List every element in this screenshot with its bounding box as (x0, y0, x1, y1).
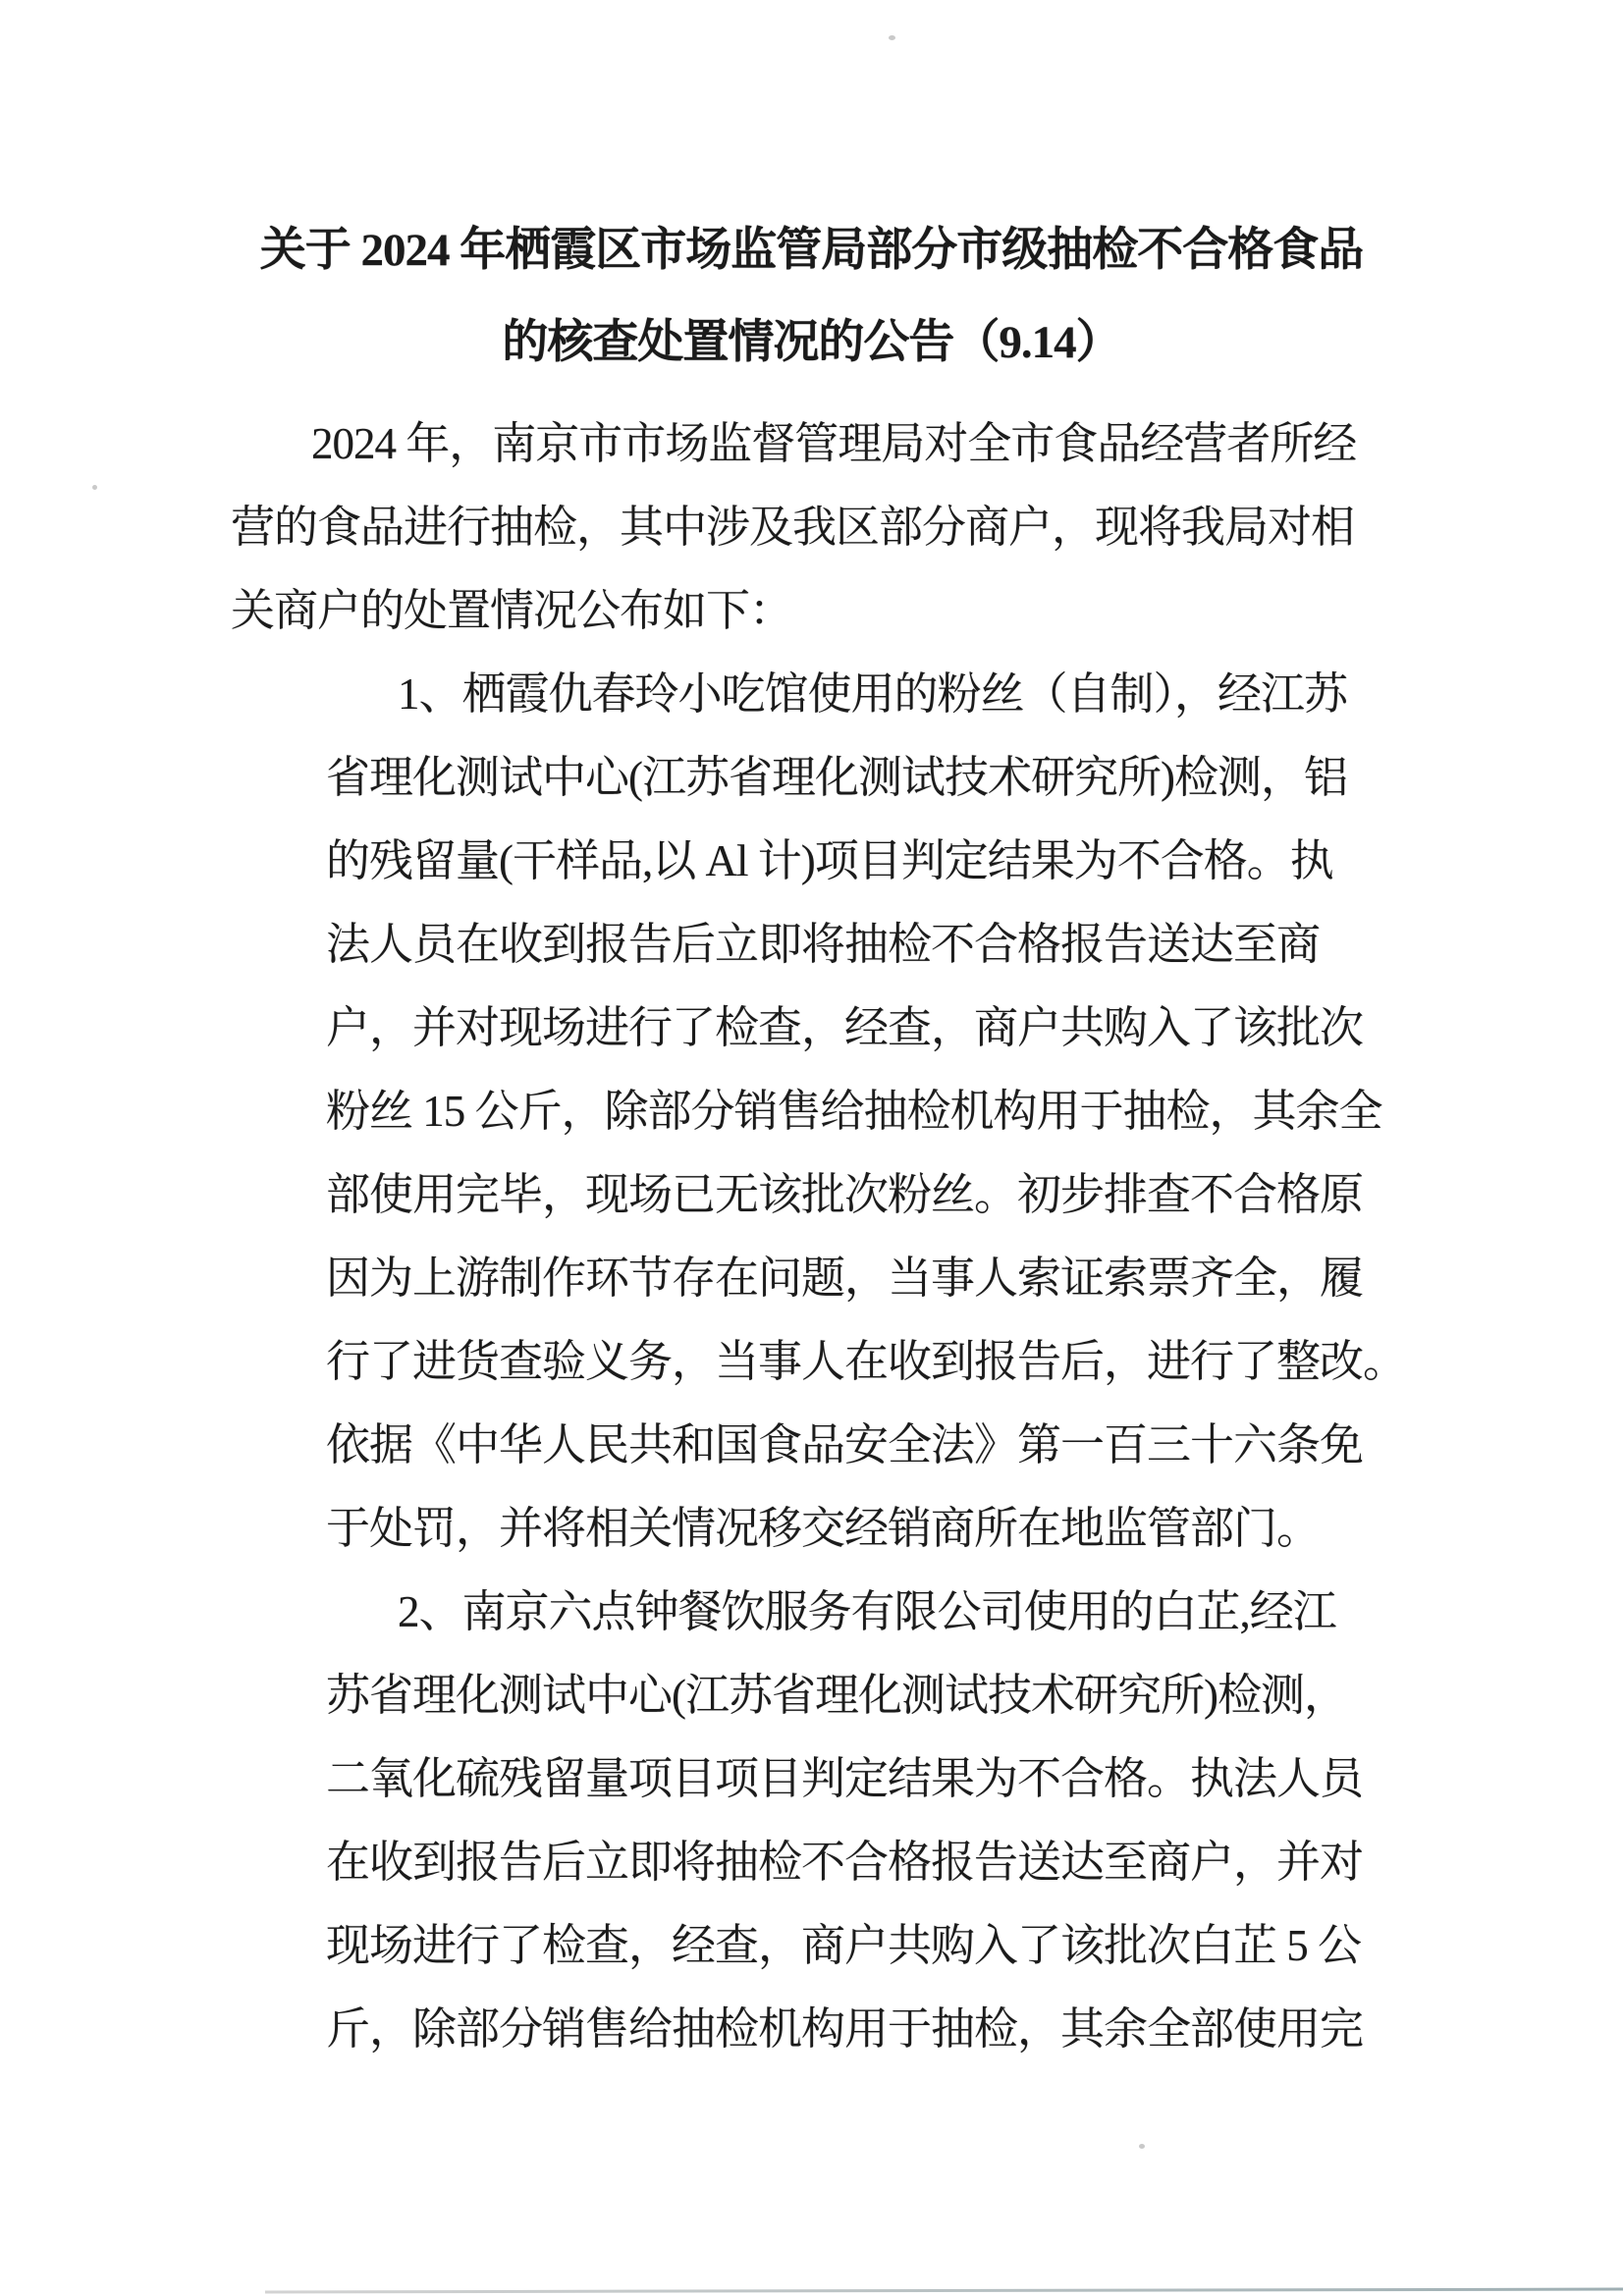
text-line: 苏省理化测试中心(江苏省理化测试技术研究所)检测， (326, 1671, 1347, 1720)
text-line: 部使用完毕，现场已无该批次粉丝。初步排查不合格原 (326, 1170, 1364, 1219)
text-line: 的残留量(干样品,以 Al 计)项目判定结果为不合格。执 (326, 836, 1333, 885)
text-line: 斤，除部分销售给抽检机构用于抽检，其余全部使用完 (326, 2004, 1364, 2054)
scan-bottom-edge-artifact (265, 2288, 1623, 2294)
text-line: 依据《中华人民共和国食品安全法》第一百三十六条免 (326, 1420, 1364, 1469)
text-line: 行了进货查验义务，当事人在收到报告后，进行了整改。 (326, 1337, 1407, 1386)
text-line: 现场进行了检查，经查，商户共购入了该批次白芷 5 公 (326, 1921, 1362, 1970)
text-line: 省理化测试中心(江苏省理化测试技术研究所)检测，铝 (326, 753, 1347, 802)
text-line: 关商户的处置情况公布如下： (231, 586, 793, 635)
text-line: 于处罚，并将相关情况移交经销商所在地监管部门。 (326, 1504, 1321, 1553)
text-line: 户，并对现场进行了检查，经查，商户共购入了该批次 (326, 1003, 1364, 1052)
text-line: 因为上游制作环节存在问题，当事人索证索票齐全，履 (326, 1254, 1364, 1303)
text-line: 粉丝 15 公斤，除部分销售给抽检机构用于抽检，其余全 (326, 1087, 1382, 1136)
title-line-1: 关于 2024 年栖霞区市场监管局部分市级抽检不合格食品 (259, 225, 1364, 276)
text-line: 在收到报告后立即将抽检不合格报告送达至商户，并对 (326, 1838, 1364, 1887)
scan-speck (92, 485, 97, 490)
text-line: 2、南京六点钟餐饮服务有限公司使用的白芷,经江 (398, 1587, 1336, 1636)
title-line-2: 的核查处置情况的公告（9.14） (502, 317, 1121, 368)
text-line: 营的食品进行抽检，其中涉及我区部分商户，现将我局对相 (231, 503, 1355, 552)
scan-speck (1139, 2144, 1145, 2149)
text-line: 法人员在收到报告后立即将抽检不合格报告送达至商 (326, 920, 1321, 969)
document-title (0, 204, 1623, 389)
scan-speck (889, 35, 895, 40)
text-line: 2024 年，南京市市场监督管理局对全市食品经营者所经 (311, 419, 1357, 468)
text-line: 二氧化硫残留量项目项目判定结果为不合格。执法人员 (326, 1754, 1364, 1803)
text-line: 1、栖霞仇春玲小吃馆使用的粉丝（自制），经江苏 (398, 669, 1348, 719)
document-body (0, 402, 1623, 2071)
